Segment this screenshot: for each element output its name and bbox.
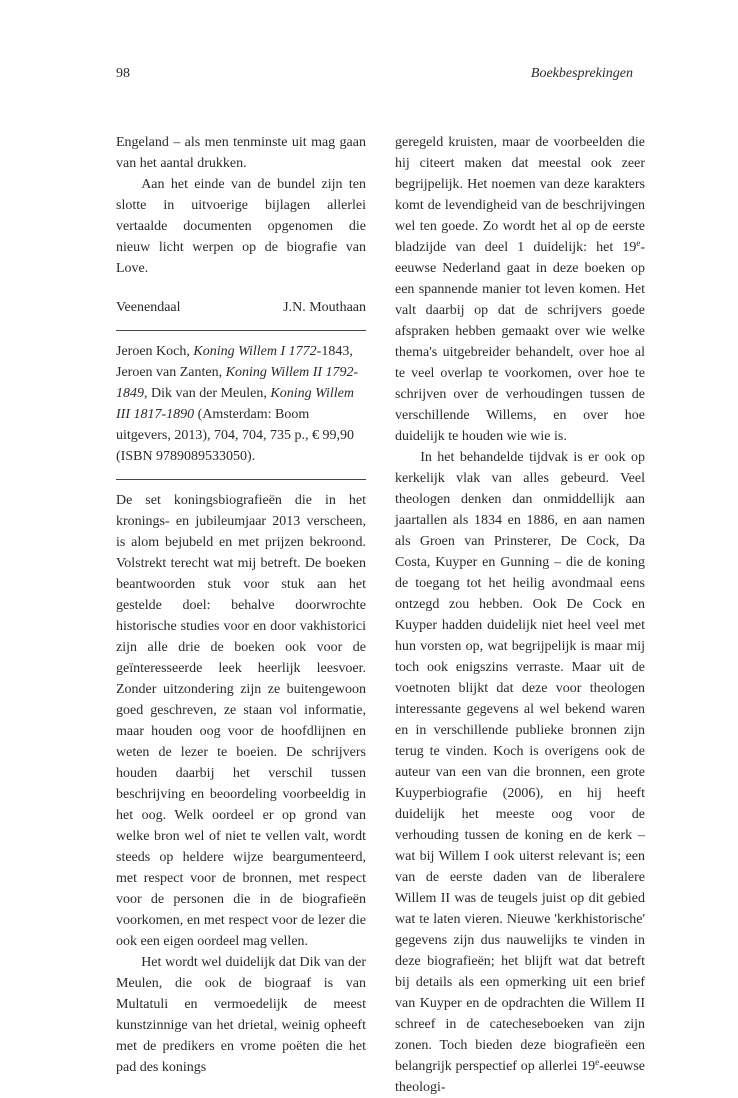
- divider-bottom: [116, 479, 366, 480]
- bib-title-2: Koning Willem II 1792-1849: [116, 365, 359, 401]
- paragraph-continued-part-1: geregeld kruisten, maar de voorbeelden die hij citeert maken dat meestal ook zeer begrijpelijk. Het noemen van deze karakters komt de levendigheid van de beschrijvingen wel ten goede. Zo wordt het al op de eerste bladzijde van deel 1 duidelijk: het 19: [395, 135, 645, 255]
- bib-author-1: Jeroen Koch,: [116, 344, 194, 359]
- review-paragraph-2: Het wordt wel duidelijk dat Dik van der Meulen, die ook de biograaf is van Multatuli en vermoedelijk de meest kunstzinnige van het drietal, weinig opheeft met de predikers en vrome poëten die het pad des konings: [116, 955, 366, 1075]
- left-column: [116, 132, 366, 1078]
- bib-title-3: Koning Willem III 1817-1890: [116, 386, 354, 422]
- review-signature: [116, 297, 366, 318]
- right-column: [395, 132, 645, 1098]
- signature-place: Veenendaal: [116, 300, 181, 315]
- paragraph-3-part-2: -eeuwse theologi-: [395, 1059, 645, 1095]
- review-paragraph-continued: [395, 132, 645, 447]
- bib-rest-2: , Dik van der Meulen,: [144, 386, 271, 401]
- superscript-e: e: [636, 238, 641, 248]
- paragraph-continued-part-2: -eeuwse Nederland gaat in deze boeken op een spannende manier tot leven komen. Het valt daarbij op dat de schrijvers goede afspraken hebben gemaakt over wie welke thema's uitgebreider behandelt, over hoe al te veel overlap te voorkomen, over hoe te schrijven over de verhoudingen tussen de verschillende Willems, en over hoe duidelijk te houden wie wie is.: [395, 240, 645, 444]
- bib-rest-3: (Amsterdam: Boom uitgevers, 2013), 704, 704, 735 p., € 99,90 (ISBN 9789089533050).: [116, 407, 354, 464]
- divider-top: [116, 330, 366, 331]
- previous-review-ending: Engeland – als men tenminste uit mag gaan van het aantal drukken.: [116, 135, 366, 171]
- superscript-e: e: [595, 1057, 600, 1067]
- previous-review-last-paragraph: Aan het einde van de bundel zijn ten slotte in uitvoerige bijlagen allerlei vertaalde documenten opgenomen die nieuw licht werpen op de biografie van Love.: [116, 177, 366, 276]
- signature-name: J.N. Mouthaan: [283, 300, 366, 315]
- bib-title-1: Koning Willem I 1772: [193, 344, 317, 359]
- running-head: Boekbesprekingen: [530, 66, 633, 81]
- page-number: 98: [116, 66, 130, 81]
- paragraph-3-part-1: In het behandelde tijdvak is er ook op kerkelijk vlak van alles gebeurd. Veel theologen denken dan onmiddellijk aan jaartallen als 1834 en 1886, en aan namen als Groen van Prinsterer, De Cock, Da Costa, Kuyper en Gunning – die de koning de toegang tot het heilig avondmaal eens ontzegd zou hebben. Ook De Cock en Kuyper hadden duidelijk niet heel veel met hun vorsten op, wat begrijpelijk is maar mij toch ook enigszins verraste. Maar uit de voetnoten blijkt dat deze voor theologen interessante gegevens al wel bekend waren en in verschillende publieke bronnen zijn terug te vinden. Koch is overigens ook de auteur van een van die bronnen, een grote Kuyperbiografie (2006), en hij heeft duidelijk het meeste oog voor de verhouding tussen de koning en de kerk – wat bij Willem I ook uiterst relevant is; een van de eerste daden van de liberalere Willem II was de teugels juist op dit gebied wat te laten vieren. Nieuwe 'kerkhistorische' gegevens zijn dus nauwelijks te vinden in deze biografieën; het blijft wat dat betreft bij details als een opmerking uit een brief van Kuyper en de opdrachten die Willem II schreef in de catechesebοeken van zijn zonen. Toch bieden deze biografieën een belangrijk perspectief op allerlei 19: [395, 450, 645, 1074]
- book-bibliography: [116, 341, 366, 467]
- review-paragraph-3: [395, 447, 645, 1098]
- review-paragraph-1: De set koningsbiografieën die in het kronings- en jubileumjaar 2013 verscheen, is alom bejubeld en met prijzen bekroond. Volstrekt terecht wat mij betreft. De boeken beantwoorden stuk voor stuk aan het gestelde doel: behalve doorwrochte historische studies voor en door vakhistorici zijn alle drie de boeken ook voor de geïnteresseerde leek heerlijk leesvoer. Zonder uitzondering zijn ze buitengewoon goed geschreven, ze staan vol informatie, maar houden oog voor de hoofdlijnen en weten de lezer te boeien. De schrijvers houden daarbij het verschil tussen beschrijving en beoordeling voorbeeldig in het oog. Welk oordeel er op grond van welke bron wel of niet te vellen valt, wordt steeds op heldere wijze beargumenteerd, met respect voor de bronnen, met respect voor de personen die in de biografieën voorkomen, en met respect voor de lezer die ook een eigen oordeel mag vellen.: [116, 493, 366, 949]
- bib-rest-1: -1843, Jeroen van Zanten,: [116, 344, 353, 380]
